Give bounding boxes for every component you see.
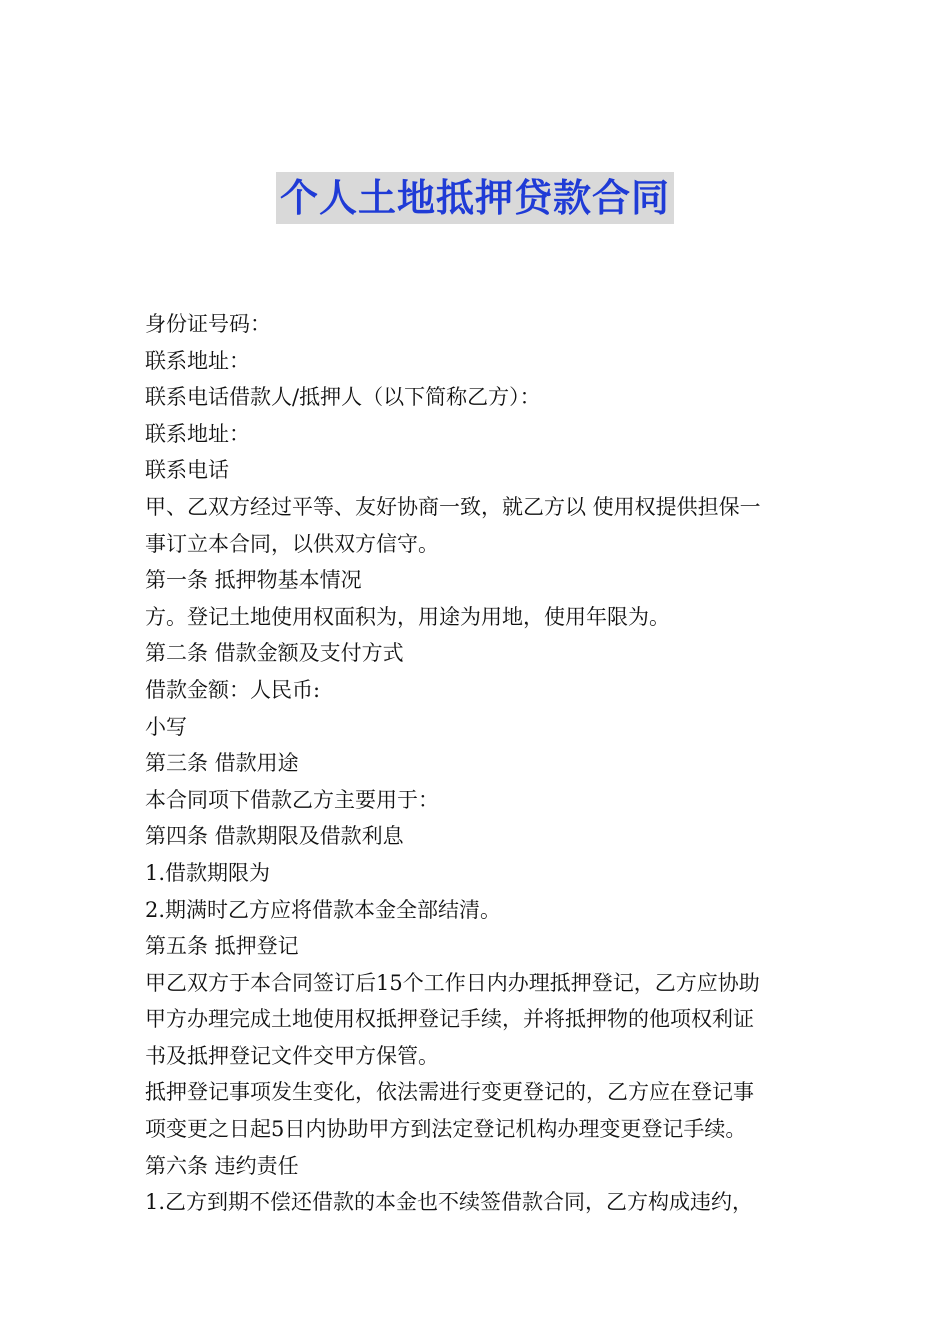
text-line: 联系地址： xyxy=(145,348,250,373)
text-line: 借款金额：人民币: xyxy=(145,677,321,702)
text-line: 项变更之日起5日内协助甲方到法定登记机构办理变更登记手续。 xyxy=(145,1117,747,1142)
section-heading: 第二条 借款金额及支付方式 xyxy=(145,641,404,666)
contract-body xyxy=(145,306,810,1221)
title-wrapper xyxy=(0,172,950,224)
text-line: 联系电话借款人/抵押人（以下简称乙方）： xyxy=(145,385,541,410)
text-line: 方。登记土地使用权面积为，用途为用地，使用年限为。 xyxy=(145,604,670,629)
list-item: 1.借款期限为 xyxy=(145,860,271,885)
text-line: 书及抵押登记文件交甲方保管。 xyxy=(145,1043,439,1068)
text-line: 小写 xyxy=(145,714,187,739)
section-heading: 第三条 借款用途 xyxy=(145,751,299,776)
text-line: 事订立本合同，以供双方信守。 xyxy=(145,531,439,556)
text-line: 甲、乙双方经过平等、友好协商一致，就乙方以 使用权提供担保一 xyxy=(145,494,761,519)
section-heading: 第五条 抵押登记 xyxy=(145,934,299,959)
document-title: 个人土地抵押贷款合同 xyxy=(276,172,674,224)
text-line: 甲方办理完成土地使用权抵押登记手续，并将抵押物的他项权利证 xyxy=(145,1007,754,1032)
text-line: 甲乙双方于本合同签订后15个工作日内办理抵押登记，乙方应协助 xyxy=(145,970,760,995)
text-line: 抵押登记事项发生变化，依法需进行变更登记的，乙方应在登记事 xyxy=(145,1080,754,1105)
list-item: 1.乙方到期不偿还借款的本金也不续签借款合同，乙方构成违约， xyxy=(145,1190,754,1215)
text-line: 本合同项下借款乙方主要用于： xyxy=(145,787,439,812)
section-heading: 第六条 违约责任 xyxy=(145,1153,299,1178)
text-line: 联系电话 xyxy=(145,458,229,483)
section-heading: 第四条 借款期限及借款利息 xyxy=(145,824,404,849)
list-item: 2.期满时乙方应将借款本金全部结清。 xyxy=(145,897,502,922)
text-line: 身份证号码： xyxy=(145,312,271,336)
text-line: 联系地址： xyxy=(145,421,250,446)
section-heading: 第一条 抵押物基本情况 xyxy=(145,568,362,593)
